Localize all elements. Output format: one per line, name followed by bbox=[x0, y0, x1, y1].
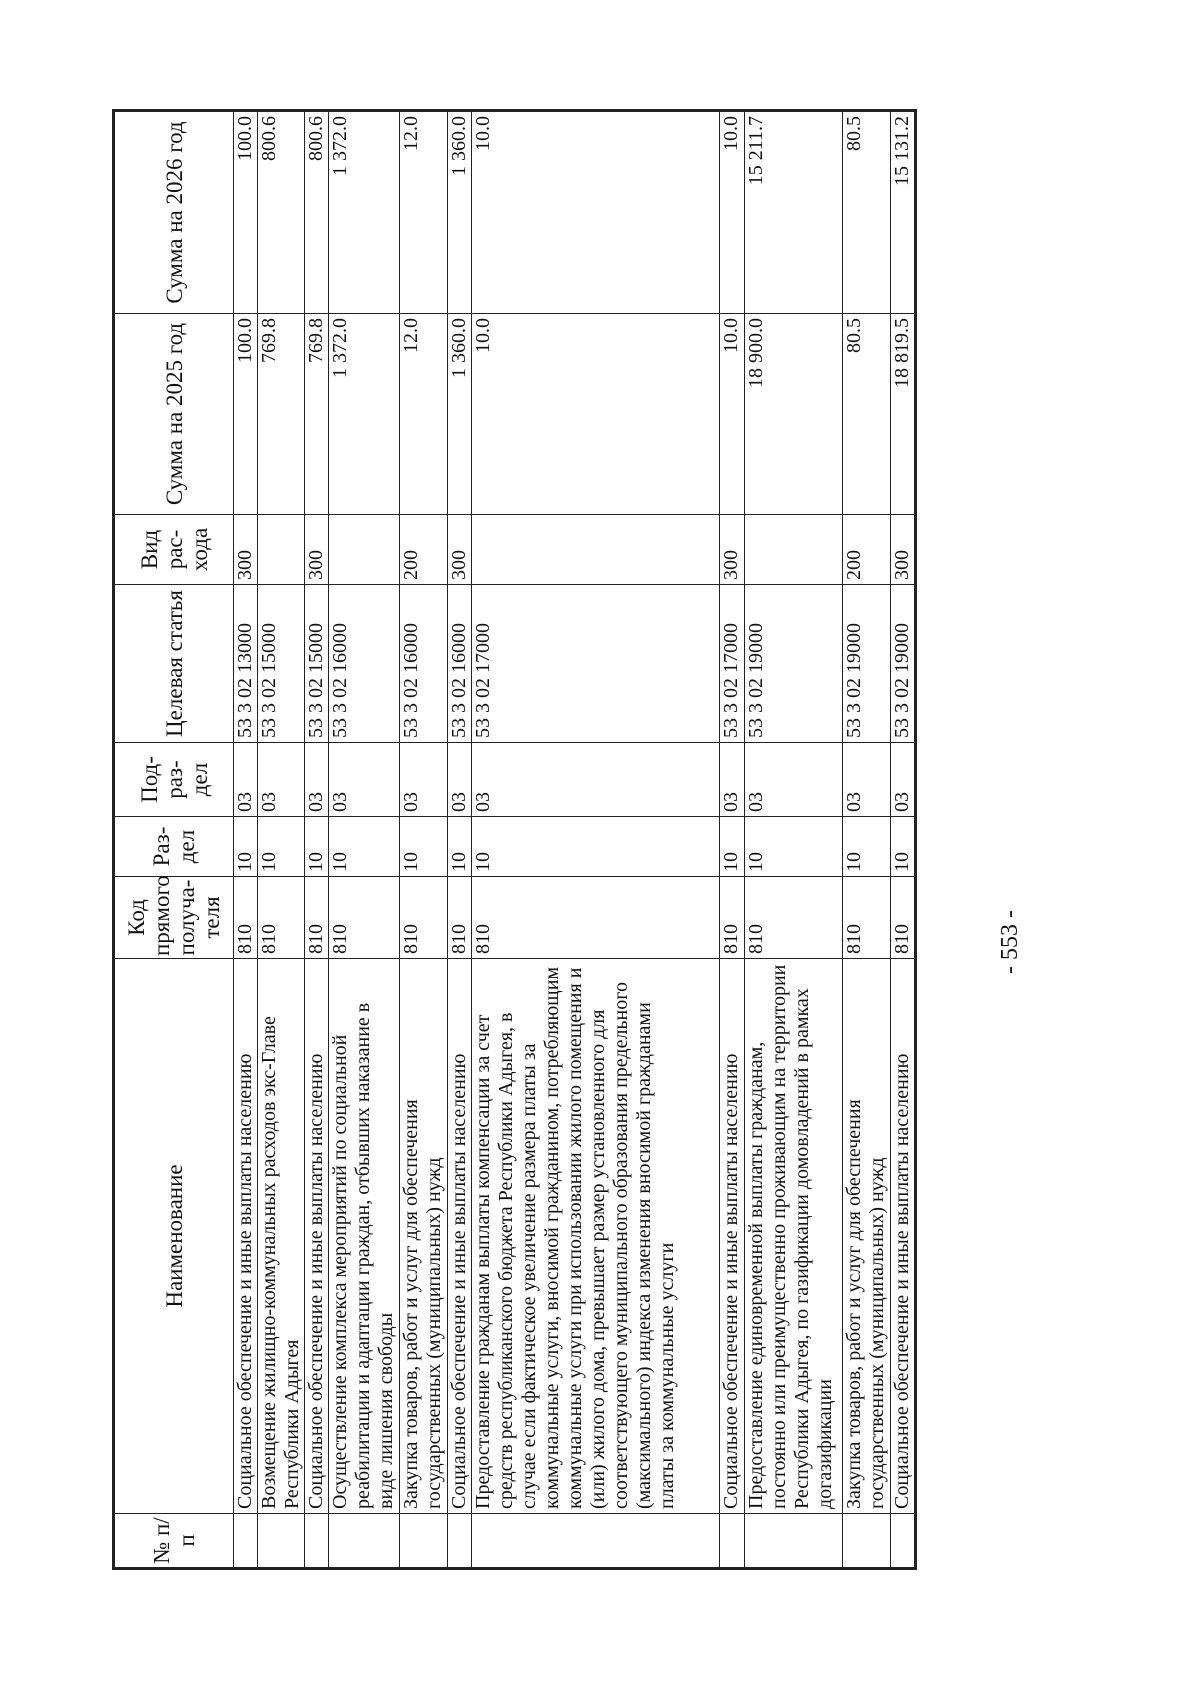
cell-name: Предоставление гражданам выплаты компенсации за счет средств республиканского бюджета Республики Адыгея, в случае если фактическое увеличение размера платы за коммунальные услуги, вносимой гражданином, потребляющим коммунальные услуги при использовании жилого помещения и (или) жилого дома, превышает размер установленного для соответствующего муниципального образования предельного (максимального) индекса изменения вносимой гражданами платы за коммунальные услуги bbox=[472, 959, 720, 1514]
cell-sum2026: 12.0 bbox=[400, 112, 448, 314]
cell-sum2025: 1 360.0 bbox=[448, 314, 472, 515]
cell-podrazdel: 03 bbox=[329, 743, 400, 817]
cell-podrazdel: 03 bbox=[720, 743, 745, 817]
page-number: - 553 - bbox=[997, 910, 1023, 974]
cell-num bbox=[891, 1514, 915, 1568]
budget-table bbox=[114, 111, 915, 1568]
cell-sum2025: 12.0 bbox=[400, 314, 448, 515]
cell-name: Закупка товаров, работ и услуг для обеспечения государственных (муниципальных) нужд bbox=[843, 959, 891, 1514]
cell-sum2025: 769.8 bbox=[258, 314, 305, 515]
rotated-page-content bbox=[112, 110, 1038, 1570]
cell-article: 53 3 02 17000 bbox=[720, 585, 745, 743]
column-header-sum2026: Сумма на 2026 год bbox=[115, 112, 234, 314]
column-header-podrazdel: Под- раз- дел bbox=[115, 743, 234, 817]
cell-name: Социальное обеспечение и иные выплаты населению bbox=[448, 959, 472, 1514]
cell-code: 810 bbox=[448, 877, 472, 959]
cell-vid: 300 bbox=[234, 515, 258, 585]
cell-sum2025: 10.0 bbox=[472, 314, 720, 515]
cell-razdel: 10 bbox=[843, 817, 891, 877]
table-header bbox=[115, 112, 234, 1568]
cell-name: Предоставление единовременной выплаты гражданам, постоянно или преимущественно проживающим на территории Республики Адыгея, по газификации домовладений в рамках догазификации bbox=[745, 959, 843, 1514]
cell-sum2026: 10.0 bbox=[720, 112, 745, 314]
table-body bbox=[234, 112, 915, 1568]
table-row bbox=[258, 112, 305, 1568]
cell-article: 53 3 02 16000 bbox=[448, 585, 472, 743]
cell-vid bbox=[329, 515, 400, 585]
table-row bbox=[720, 112, 745, 1568]
cell-sum2025: 100.0 bbox=[234, 314, 258, 515]
column-header-num: № п/п bbox=[115, 1514, 234, 1568]
cell-article: 53 3 02 13000 bbox=[234, 585, 258, 743]
cell-num bbox=[400, 1514, 448, 1568]
cell-vid: 300 bbox=[448, 515, 472, 585]
cell-article: 53 3 02 16000 bbox=[400, 585, 448, 743]
cell-razdel: 10 bbox=[472, 817, 720, 877]
cell-vid bbox=[258, 515, 305, 585]
cell-podrazdel: 03 bbox=[843, 743, 891, 817]
cell-vid: 300 bbox=[720, 515, 745, 585]
cell-podrazdel: 03 bbox=[234, 743, 258, 817]
cell-razdel: 10 bbox=[234, 817, 258, 877]
cell-code: 810 bbox=[472, 877, 720, 959]
cell-vid bbox=[745, 515, 843, 585]
cell-sum2025: 18 900.0 bbox=[745, 314, 843, 515]
cell-sum2026: 80.5 bbox=[843, 112, 891, 314]
cell-podrazdel: 03 bbox=[400, 743, 448, 817]
cell-num bbox=[234, 1514, 258, 1568]
cell-code: 810 bbox=[234, 877, 258, 959]
column-header-vid: Вид рас- хода bbox=[115, 515, 234, 585]
cell-name: Социальное обеспечение и иные выплаты населению bbox=[720, 959, 745, 1514]
cell-razdel: 10 bbox=[745, 817, 843, 877]
cell-podrazdel: 03 bbox=[448, 743, 472, 817]
cell-name: Осуществление комплекса мероприятий по социальной реабилитации и адаптации граждан, отбывших наказание в виде лишения свободы bbox=[329, 959, 400, 1514]
cell-num bbox=[472, 1514, 720, 1568]
cell-sum2026: 10.0 bbox=[472, 112, 720, 314]
cell-sum2025: 1 372.0 bbox=[329, 314, 400, 515]
cell-name: Закупка товаров, работ и услуг для обеспечения государственных (муниципальных) нужд bbox=[400, 959, 448, 1514]
cell-sum2026: 1 372.0 bbox=[329, 112, 400, 314]
cell-num bbox=[305, 1514, 329, 1568]
cell-num bbox=[843, 1514, 891, 1568]
cell-article: 53 3 02 16000 bbox=[329, 585, 400, 743]
cell-podrazdel: 03 bbox=[305, 743, 329, 817]
table-row bbox=[329, 112, 400, 1568]
column-header-article: Целевая статья bbox=[115, 585, 234, 743]
cell-name: Социальное обеспечение и иные выплаты населению bbox=[234, 959, 258, 1514]
cell-num bbox=[745, 1514, 843, 1568]
cell-podrazdel: 03 bbox=[258, 743, 305, 817]
table-row bbox=[448, 112, 472, 1568]
cell-name: Социальное обеспечение и иные выплаты населению bbox=[305, 959, 329, 1514]
table-row bbox=[400, 112, 448, 1568]
table-row bbox=[472, 112, 720, 1568]
column-header-sum2025: Сумма на 2025 год bbox=[115, 314, 234, 515]
column-header-name: Наименование bbox=[115, 959, 234, 1514]
table-row bbox=[305, 112, 329, 1568]
cell-article: 53 3 02 15000 bbox=[305, 585, 329, 743]
cell-name: Социальное обеспечение и иные выплаты населению bbox=[891, 959, 915, 1514]
cell-razdel: 10 bbox=[891, 817, 915, 877]
cell-num bbox=[329, 1514, 400, 1568]
cell-razdel: 10 bbox=[448, 817, 472, 877]
cell-sum2026: 1 360.0 bbox=[448, 112, 472, 314]
cell-sum2025: 80.5 bbox=[843, 314, 891, 515]
budget-table-frame bbox=[112, 109, 917, 1570]
cell-article: 53 3 02 19000 bbox=[843, 585, 891, 743]
table-row bbox=[843, 112, 891, 1568]
cell-vid: 300 bbox=[891, 515, 915, 585]
cell-podrazdel: 03 bbox=[472, 743, 720, 817]
cell-name: Возмещение жилищно-коммунальных расходов экс-Главе Республики Адыгея bbox=[258, 959, 305, 1514]
cell-razdel: 10 bbox=[258, 817, 305, 877]
table-row bbox=[234, 112, 258, 1568]
cell-article: 53 3 02 15000 bbox=[258, 585, 305, 743]
cell-vid: 200 bbox=[843, 515, 891, 585]
cell-vid: 300 bbox=[305, 515, 329, 585]
cell-razdel: 10 bbox=[329, 817, 400, 877]
cell-code: 810 bbox=[843, 877, 891, 959]
cell-code: 810 bbox=[891, 877, 915, 959]
cell-code: 810 bbox=[258, 877, 305, 959]
cell-sum2026: 15 211.7 bbox=[745, 112, 843, 314]
cell-vid bbox=[472, 515, 720, 585]
cell-num bbox=[720, 1514, 745, 1568]
cell-num bbox=[258, 1514, 305, 1568]
cell-article: 53 3 02 19000 bbox=[745, 585, 843, 743]
cell-razdel: 10 bbox=[720, 817, 745, 877]
cell-article: 53 3 02 17000 bbox=[472, 585, 720, 743]
cell-sum2026: 800.6 bbox=[305, 112, 329, 314]
cell-sum2026: 800.6 bbox=[258, 112, 305, 314]
table-row bbox=[891, 112, 915, 1568]
cell-podrazdel: 03 bbox=[745, 743, 843, 817]
cell-razdel: 10 bbox=[400, 817, 448, 877]
cell-code: 810 bbox=[305, 877, 329, 959]
column-header-razdel: Раз- дел bbox=[115, 817, 234, 877]
cell-sum2026: 15 131.2 bbox=[891, 112, 915, 314]
cell-vid: 200 bbox=[400, 515, 448, 585]
cell-code: 810 bbox=[400, 877, 448, 959]
cell-article: 53 3 02 19000 bbox=[891, 585, 915, 743]
cell-code: 810 bbox=[720, 877, 745, 959]
cell-code: 810 bbox=[329, 877, 400, 959]
cell-podrazdel: 03 bbox=[891, 743, 915, 817]
cell-sum2025: 18 819.5 bbox=[891, 314, 915, 515]
cell-code: 810 bbox=[745, 877, 843, 959]
table-row bbox=[745, 112, 843, 1568]
cell-razdel: 10 bbox=[305, 817, 329, 877]
column-header-code: Код прямого получа- теля bbox=[115, 877, 234, 959]
cell-sum2025: 769.8 bbox=[305, 314, 329, 515]
cell-sum2025: 10.0 bbox=[720, 314, 745, 515]
cell-num bbox=[448, 1514, 472, 1568]
cell-sum2026: 100.0 bbox=[234, 112, 258, 314]
